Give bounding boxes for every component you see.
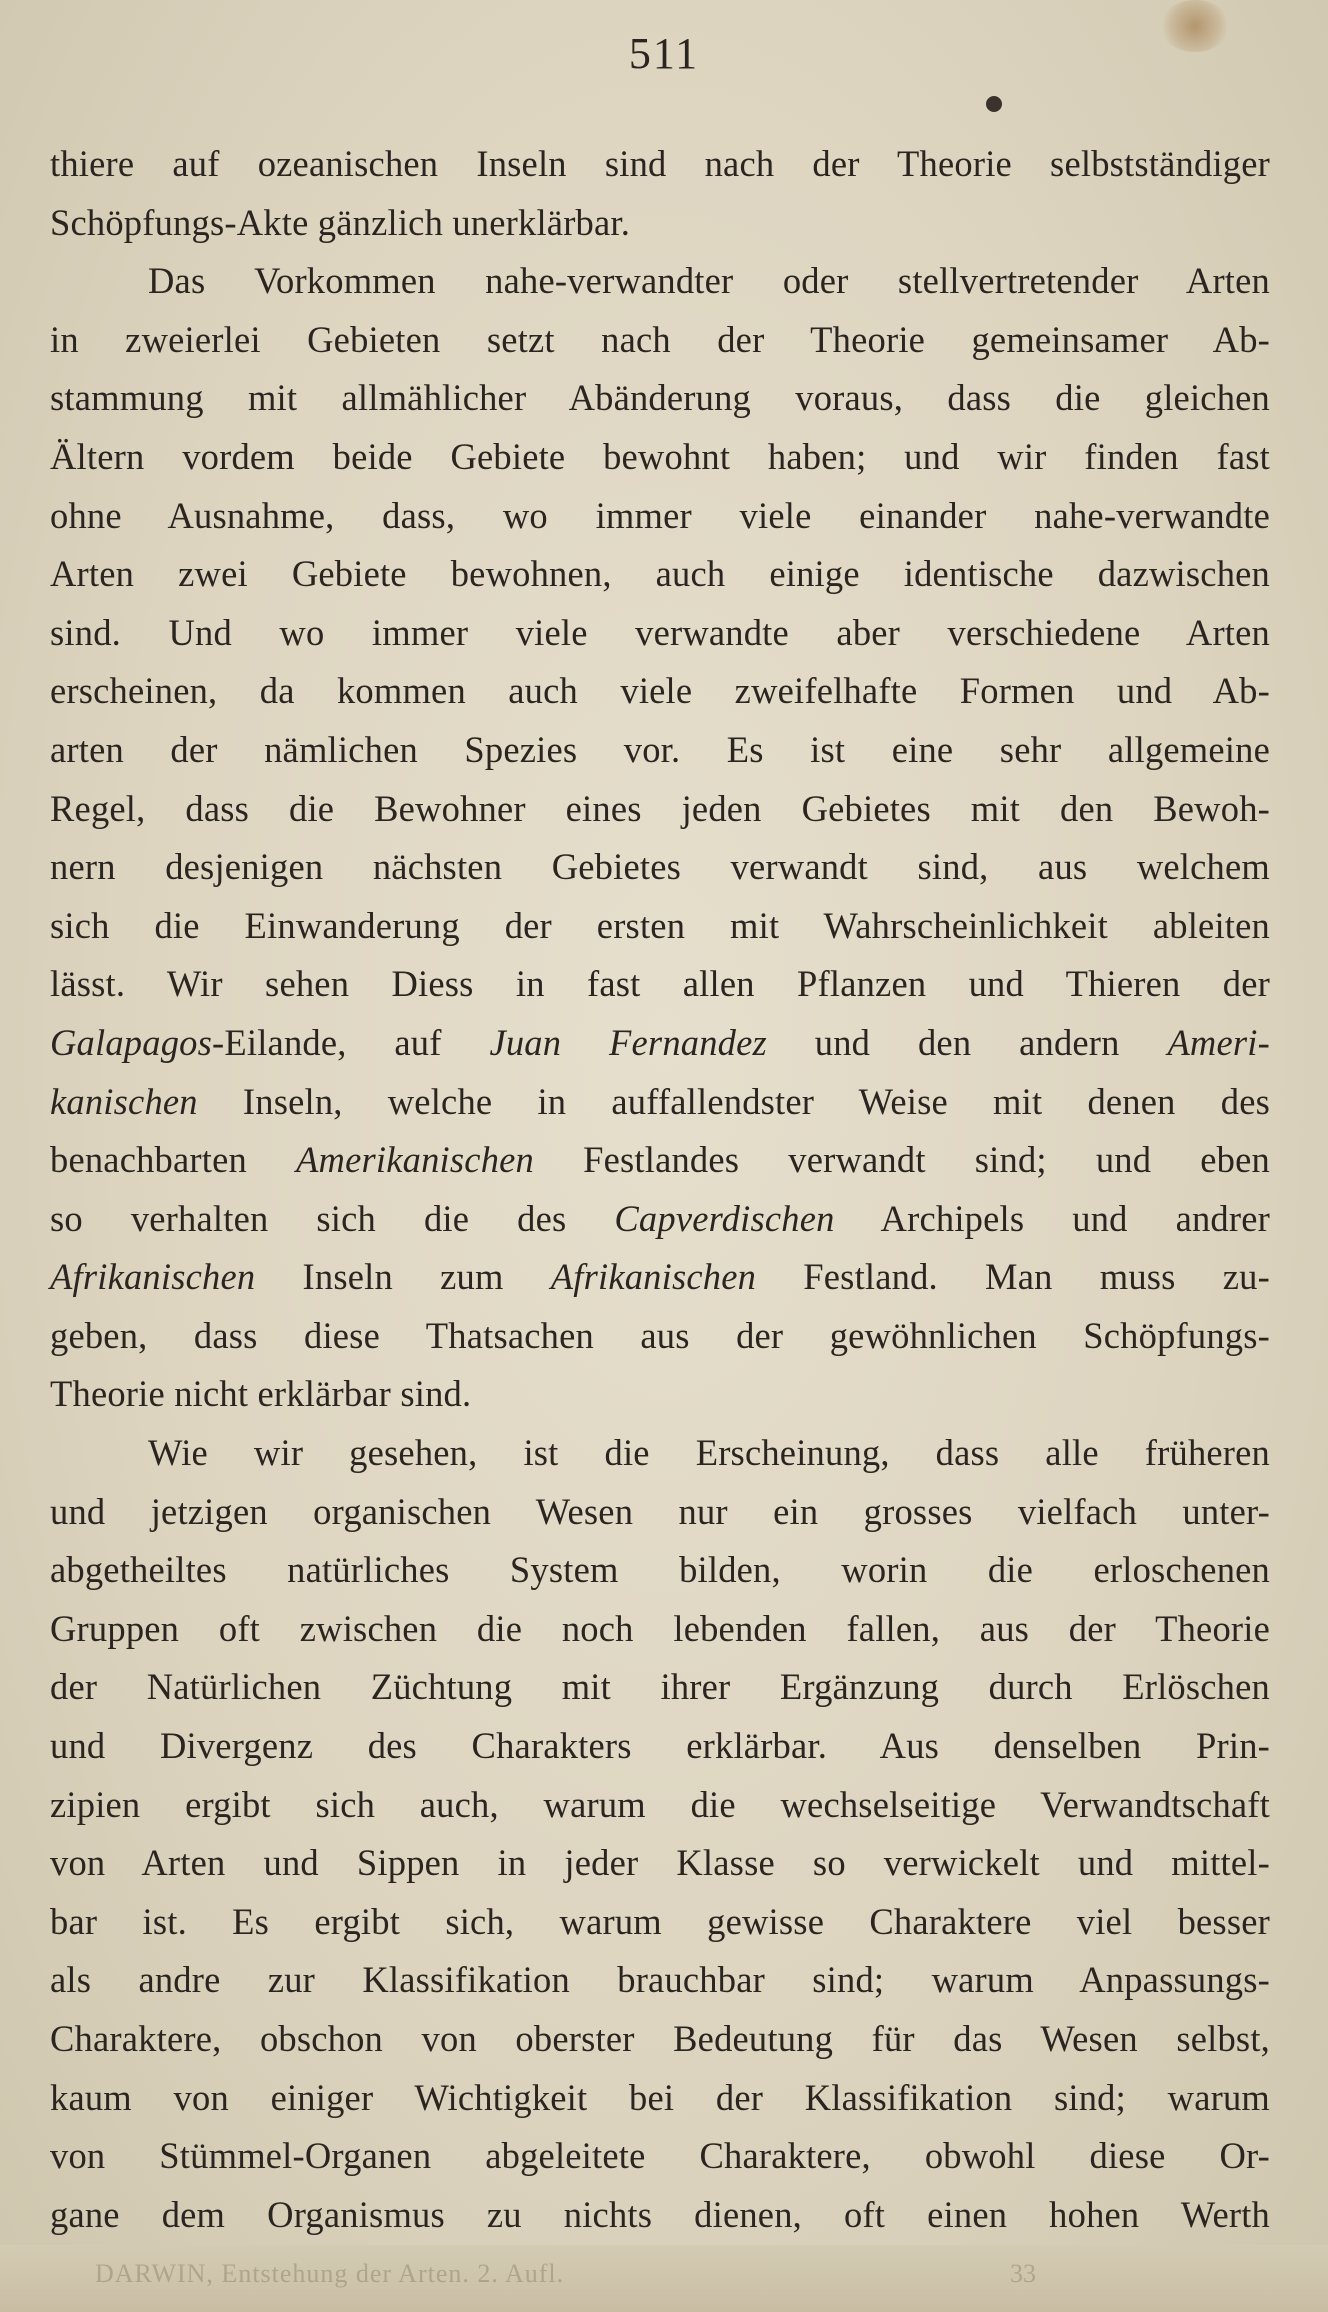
text-line: Theorie nicht erklärbar sind. bbox=[50, 1373, 472, 1415]
text-line: Das Vorkommen nahe-verwandter oder stellvertretender Arten bbox=[148, 260, 1270, 302]
text-fragment: Festland. Man muss zu- bbox=[756, 1256, 1270, 1298]
page-number: 511 bbox=[628, 29, 700, 78]
text-line: sind. Und wo immer viele verwandte aber verschiedene Arten bbox=[50, 611, 1270, 653]
text-line: in zweierlei Gebieten setzt nach der Theorie gemeinsamer Ab- bbox=[50, 318, 1270, 360]
text-line: Regel, dass die Bewohner eines jeden Gebietes mit den Bewoh- bbox=[50, 787, 1270, 829]
text-line: und jetzigen organischen Wesen nur ein grosses vielfach unter- bbox=[50, 1490, 1270, 1532]
italic-term: Galapagos bbox=[50, 1021, 213, 1063]
text-line bbox=[50, 1248, 1270, 1307]
text-line: Charaktere, obschon von oberster Bedeutung für das Wesen selbst, bbox=[50, 2018, 1270, 2059]
text-fragment: Inseln zum bbox=[255, 1256, 551, 1298]
italic-term: kanischen bbox=[50, 1080, 198, 1122]
italic-term: Afrikanischen bbox=[50, 1256, 256, 1298]
ink-mark bbox=[986, 96, 1002, 112]
text-line: erscheinen, da kommen auch viele zweifelhafte Formen und Ab- bbox=[50, 670, 1270, 712]
text-line bbox=[50, 1014, 1270, 1073]
text-line: gane dem Organismus zu nichts dienen, oft einen hohen Werth bbox=[50, 2193, 1270, 2235]
text-line: abgetheiltes natürliches System bilden, worin die erloschenen bbox=[50, 1549, 1270, 1591]
text-fragment: so verhalten sich die des bbox=[50, 1197, 615, 1239]
italic-term: Afrikanischen bbox=[550, 1256, 757, 1298]
body-text bbox=[50, 135, 1270, 2244]
page-bottom-edge bbox=[0, 2245, 1328, 2312]
text-fragment: Archipels und andrer bbox=[834, 1197, 1270, 1239]
text-line: ohne Ausnahme, dass, wo immer viele einander nahe-verwandte bbox=[50, 494, 1270, 536]
text-fragment: Festlandes verwandt sind; und eben bbox=[534, 1139, 1270, 1181]
text-line bbox=[50, 1190, 1270, 1249]
text-line: von Arten und Sippen in jeder Klasse so verwickelt und mittel- bbox=[50, 1842, 1270, 1884]
text-line: Ältern vordem beide Gebiete bewohnt haben; und wir finden fast bbox=[50, 435, 1270, 477]
text-line: arten der nämlichen Spezies vor. Es ist eine sehr allgemeine bbox=[50, 728, 1270, 770]
italic-term: Amerikanischen bbox=[296, 1139, 534, 1181]
text-line: thiere auf ozeanischen Inseln sind nach der Theorie selbstständiger bbox=[50, 143, 1270, 184]
text-line: Arten zwei Gebiete bewohnen, auch einige identische dazwischen bbox=[50, 553, 1270, 595]
text-line: als andre zur Klassifikation brauchbar sind; warum Anpassungs- bbox=[50, 1959, 1270, 2001]
text-line: Gruppen oft zwischen die noch lebenden fallen, aus der Theorie bbox=[50, 1607, 1270, 1649]
text-line: nern desjenigen nächsten Gebietes verwandt sind, aus welchem bbox=[50, 846, 1270, 888]
text-line: Wie wir gesehen, ist die Erscheinung, dass alle früheren bbox=[148, 1432, 1270, 1474]
italic-term: Juan Fernandez bbox=[489, 1021, 767, 1063]
text-line: kaum von einiger Wichtigkeit bei der Klassifikation sind; warum bbox=[50, 2076, 1270, 2118]
italic-term: Ameri- bbox=[1167, 1021, 1270, 1063]
text-line: zipien ergibt sich auch, warum die wechselseitige Verwandtschaft bbox=[50, 1783, 1270, 1825]
text-line: von Stümmel-Organen abgeleitete Charaktere, obwohl diese Or- bbox=[50, 2135, 1270, 2177]
text-fragment: benachbarten bbox=[50, 1139, 297, 1181]
text-line: und Divergenz des Charakters erklärbar. Aus denselben Prin- bbox=[50, 1725, 1270, 1767]
text-line: stammung mit allmählicher Abänderung voraus, dass die gleichen bbox=[50, 377, 1270, 419]
text-line bbox=[50, 1073, 1270, 1132]
text-fragment: Inseln, welche in auffallendster Weise mit denen des bbox=[197, 1080, 1270, 1122]
text-line: sich die Einwanderung der ersten mit Wahrscheinlichkeit ableiten bbox=[50, 904, 1270, 946]
text-line: Schöpfungs-Akte gänzlich unerklärbar. bbox=[50, 201, 631, 243]
text-line: der Natürlichen Züchtung mit ihrer Ergänzung durch Erlöschen bbox=[50, 1666, 1270, 1708]
bleed-through-number: 33 bbox=[1010, 2259, 1036, 2288]
italic-term: Capverdischen bbox=[614, 1197, 835, 1239]
text-line: lässt. Wir sehen Diess in fast allen Pflanzen und Thieren der bbox=[50, 963, 1270, 1005]
text-fragment: und den andern bbox=[766, 1021, 1168, 1063]
text-line: geben, dass diese Thatsachen aus der gewöhnlichen Schöpfungs- bbox=[50, 1314, 1270, 1356]
text-line: bar ist. Es ergibt sich, warum gewisse Charaktere viel besser bbox=[50, 1900, 1270, 1942]
text-line bbox=[50, 1131, 1270, 1190]
bleed-through-footer: DARWIN, Entstehung der Arten. 2. Aufl. bbox=[95, 2259, 565, 2288]
text-fragment: -Eilande, auf bbox=[212, 1021, 490, 1063]
